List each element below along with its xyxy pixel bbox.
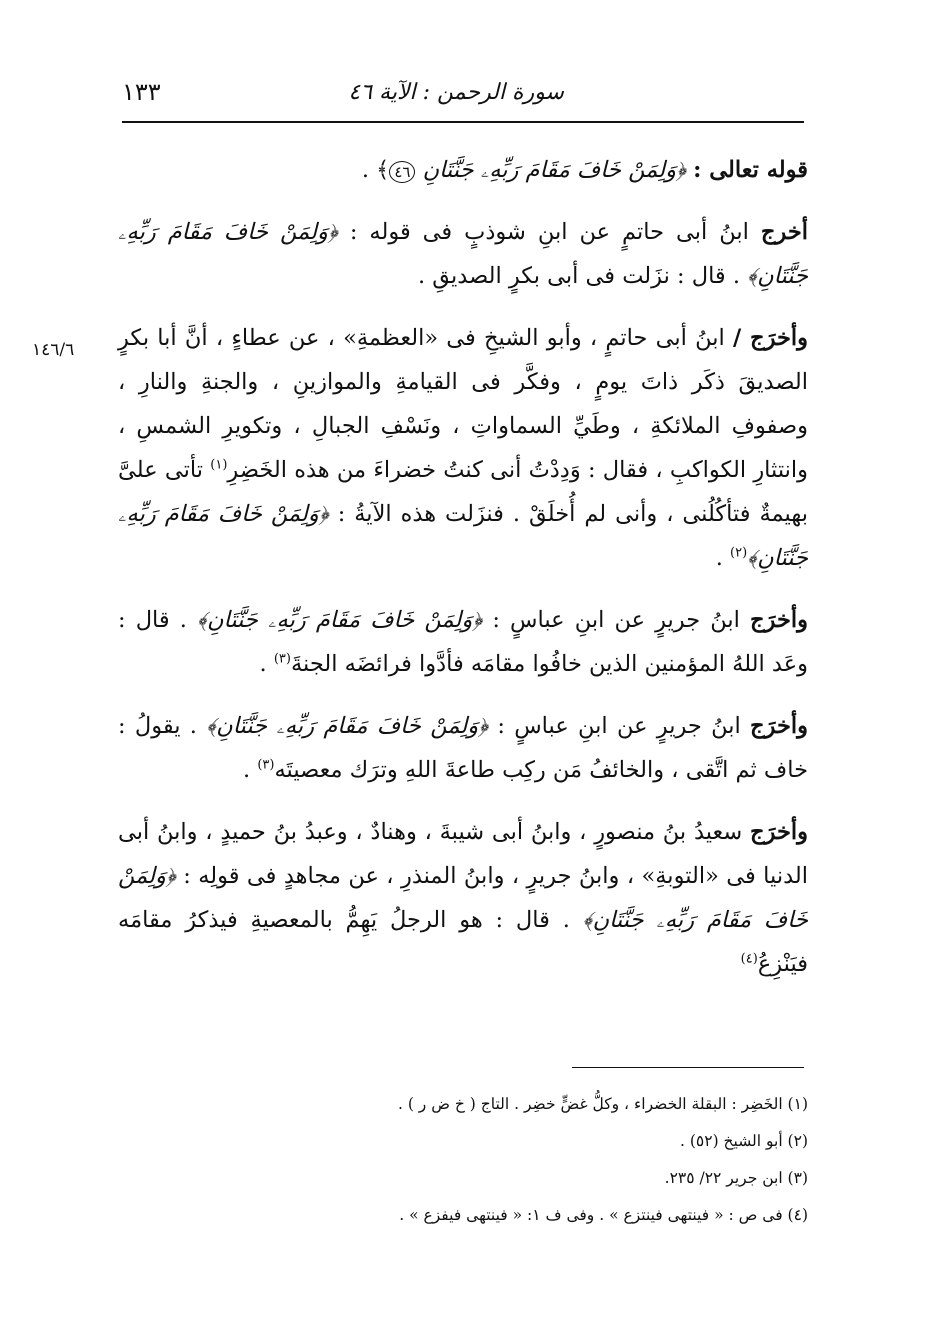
quran-verse: ﴿وَلِمَنْ خَافَ مَقَامَ رَبِّهِۦ جَنَّتَانِ	[422, 157, 686, 183]
paragraph-text: . يقولُ : خاف ثم اتَّقى ، والخائفُ مَن ركِب طاعةَ اللهِ وترَك معصيتَه	[118, 713, 808, 783]
footnote-ref: (١)	[210, 457, 228, 473]
paragraph-text: ﴾ .	[361, 157, 390, 183]
paragraph-lead: قوله تعالى :	[693, 157, 808, 183]
page-number: ١٣٣	[122, 78, 161, 106]
footnote-rule	[572, 1067, 804, 1068]
footnote-ref: (٢)	[730, 545, 748, 561]
paragraph-lead: وأخرَج	[750, 713, 808, 739]
footnote-ref: (٣)	[273, 651, 291, 667]
footnote-3: (٣) ابن جرير ٢٢/ ٢٣٥.	[664, 1169, 808, 1187]
quran-verse: ﴿وَلِمَنْ خَافَ مَقَامَ رَبِّهِۦ جَنَّتَانِ﴾	[206, 713, 489, 739]
paragraph-3	[118, 316, 808, 580]
footnote-ref: (٣)	[257, 757, 275, 773]
footnote-1: (١) الخَضِر : البقلة الخضراء ، وكلُّ غضٍّ خضِر . التاج ( خ ض ر ) .	[397, 1095, 808, 1113]
footnote-4: (٤) فى ص : « فينتهى فينتزع » . وفى ف ١: « فينتهى فيفزع » .	[399, 1206, 808, 1224]
paragraph-lead: وأخرَج /	[732, 325, 809, 351]
paragraph-lead: وأخرَج	[750, 607, 808, 633]
margin-reference: ١٤٦/٦	[32, 340, 75, 360]
paragraph-6	[118, 810, 808, 986]
verse-number-mark: ٤٦	[389, 161, 415, 183]
paragraph-lead: أخرج	[760, 219, 808, 245]
paragraph-text: .	[243, 757, 258, 783]
surah-title: سورة الرحمن : الآية ٤٦	[348, 80, 564, 105]
running-header	[122, 78, 804, 118]
paragraph-text: ابنُ جريرٍ عن ابنِ عباسٍ :	[488, 713, 751, 739]
paragraph-text: .	[715, 545, 731, 571]
footnote-2: (٢) أبو الشيخ (٥٢) .	[680, 1132, 808, 1150]
paragraph-text: ابنُ أبى حاتمٍ ، وأبو الشيخِ فى «العظمةِ» ، عن عطاءٍ ، أنَّ أبا بكرٍ الصديقَ ذكَر ذاتَ يومٍ ، وفكَّر فى القيامةِ والموازينِ ، والجنةِ والنارِ ، وصفوفِ الملائكةِ ، وطَيِّ السماواتِ ، ونَسْفِ الجبالِ ، وتكويرِ الشمسِ ، وانتثارِ الكواكبِ ، فقال : وَدِدْتُ أنى كنتُ خضراءَ من هذه الخَضِرِ	[118, 325, 808, 483]
paragraph-5	[118, 704, 808, 792]
header-rule	[122, 121, 804, 123]
paragraph-text: ابنُ أبى حاتمٍ عن ابنِ شوذبٍ فى قوله :	[337, 219, 761, 245]
quran-verse: ﴿وَلِمَنْ خَافَ مَقَامَ رَبِّهِۦ جَنَّتَانِ﴾	[118, 501, 808, 571]
footnotes	[300, 1086, 808, 1234]
paragraph-text: . قال : نزَلت فى أبى بكرٍ الصديقِ .	[417, 263, 748, 289]
paragraph-1	[118, 148, 808, 192]
paragraph-lead: وأخرَج	[750, 819, 808, 845]
paragraph-text: سعيدُ بنُ منصورٍ ، وابنُ أبى شيبةَ ، وهنادٌ ، وعبدُ بنُ حميدٍ ، وابنُ أبى الدنيا فى «التوبةِ» ، وابنُ جريرٍ ، وابنُ المنذرِ ، عن مجاهدٍ فى قولِه :	[118, 819, 808, 889]
main-text	[118, 148, 808, 1004]
paragraph-text: تأتى علىَّ بهيمةٌ فتأكُلُنى ، وأنى لم أُخلَقْ . فنزَلت هذه الآيةُ :	[118, 457, 808, 527]
paragraph-text: .	[259, 651, 274, 677]
quran-verse: ﴿وَلِمَنْ خَافَ مَقَامَ رَبِّهِۦ جَنَّتَانِ﴾	[197, 607, 483, 633]
footnote-ref: (٤)	[740, 951, 758, 967]
paragraph-text: . قال : هو الرجلُ يَهِمُّ بالمعصيةِ فيذكرُ مقامَه فيَنْزِعُ	[118, 907, 808, 977]
paragraph-4	[118, 598, 808, 686]
quran-verse: ﴿وَلِمَنْ خَافَ مَقَامَ رَبِّهِۦ جَنَّتَانِ﴾	[118, 863, 808, 933]
paragraph-text: ابنُ جريرٍ عن ابنِ عباسٍ :	[482, 607, 751, 633]
quran-verse: ﴿وَلِمَنْ خَافَ مَقَامَ رَبِّهِۦ جَنَّتَانِ﴾	[118, 219, 808, 289]
paragraph-2	[118, 210, 808, 298]
paragraph-text: . قال : وعَد اللهُ المؤمنين الذين خافُوا مقامَه فأدَّوا فرائضَه الجنةَ	[118, 607, 808, 677]
